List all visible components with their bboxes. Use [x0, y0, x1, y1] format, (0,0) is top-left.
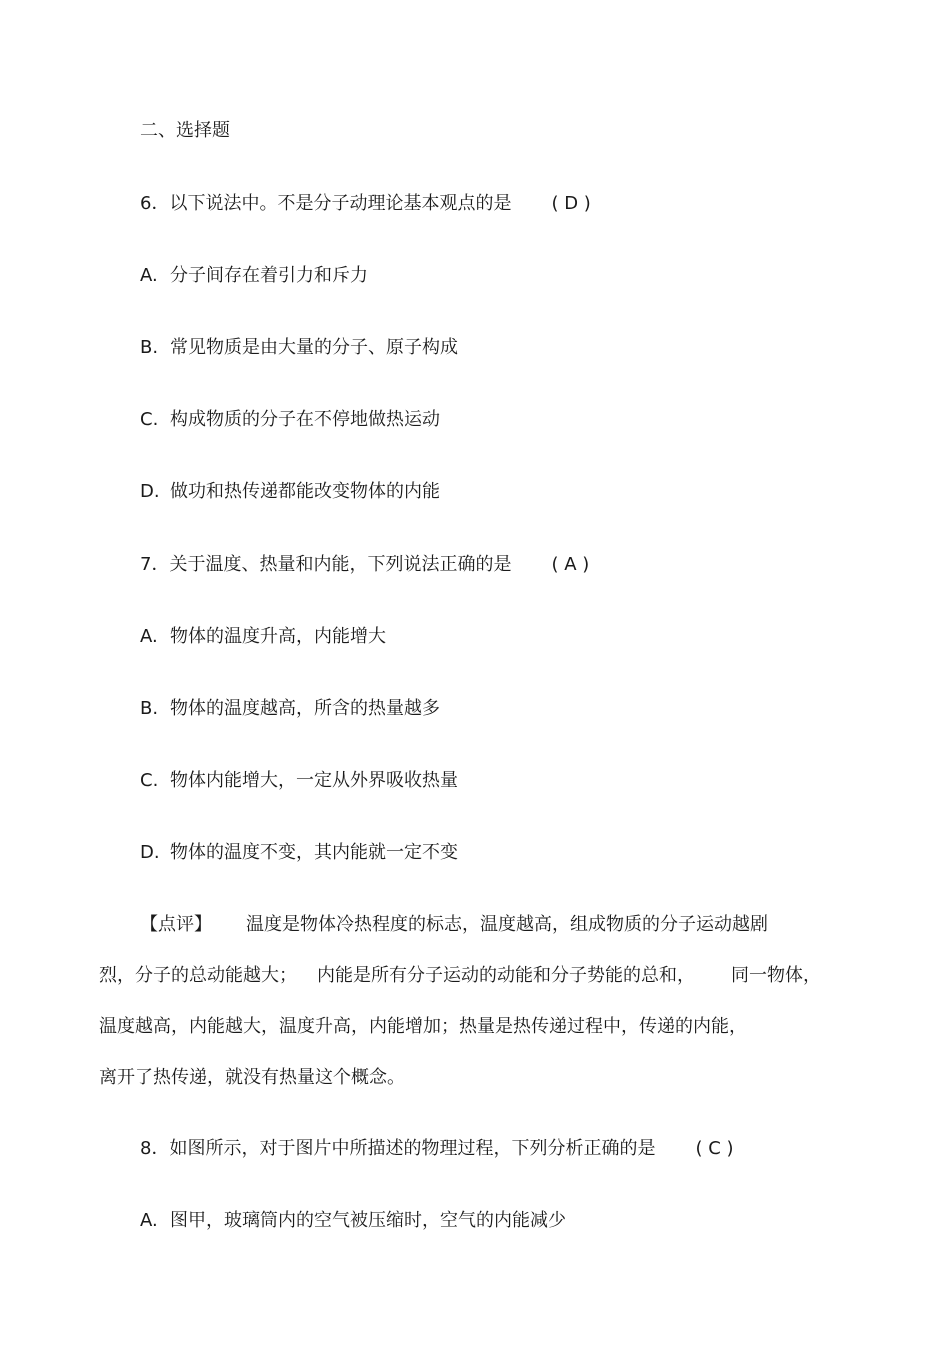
option-letter: B.	[140, 698, 159, 719]
option-a	[140, 625, 386, 649]
option-text: 物体的温度升高，内能增大	[170, 626, 386, 647]
question-8	[140, 1137, 734, 1161]
option-b	[140, 336, 458, 360]
question-number: 6．	[140, 193, 170, 214]
option-text: 做功和热传递都能改变物体的内能	[170, 481, 440, 502]
option-text: 常见物质是由大量的分子、原子构成	[170, 337, 458, 358]
option-letter: D.	[140, 842, 160, 863]
comment-line-1	[140, 913, 768, 937]
question-number: 7．	[140, 554, 170, 575]
option-letter: B.	[140, 337, 159, 358]
option-b	[140, 697, 440, 721]
comment-text: 烈，分子的总动能越大；	[99, 965, 297, 986]
comment-text: 温度是物体冷热程度的标志，温度越高，组成物质的分子运动越剧	[246, 914, 768, 935]
option-d	[140, 480, 440, 504]
comment-tag: 【点评】	[140, 914, 212, 935]
option-text: 图甲，玻璃筒内的空气被压缩时，空气的内能减少	[170, 1210, 566, 1231]
question-7	[140, 553, 589, 577]
option-text: 物体的温度不变，其内能就一定不变	[170, 842, 458, 863]
option-letter: C.	[140, 770, 159, 791]
option-a	[140, 264, 368, 288]
question-stem: 如图所示，对于图片中所描述的物理过程，下列分析正确的是	[169, 1138, 656, 1159]
section-title: 二、选择题	[140, 120, 230, 141]
question-answer: ( A )	[551, 554, 590, 575]
question-6	[140, 192, 591, 216]
option-letter: A.	[140, 626, 158, 647]
option-text: 分子间存在着引力和斥力	[170, 265, 368, 286]
comment-line-2	[99, 964, 821, 988]
comment-line-4: 离开了热传递，就没有热量这个概念。	[99, 1067, 405, 1088]
question-answer: ( C )	[695, 1138, 734, 1159]
option-letter: A.	[140, 1210, 158, 1231]
option-text: 物体内能增大，一定从外界吸收热量	[170, 770, 458, 791]
comment-text: 同一物体，	[731, 965, 821, 986]
option-letter: D.	[140, 481, 160, 502]
comment-line-3: 温度越高，内能越大，温度升高，内能增加；热量是热传递过程中，传递的内能，	[99, 1016, 747, 1037]
option-c	[140, 769, 458, 793]
option-letter: C.	[140, 409, 159, 430]
comment-text: 内能是所有分子运动的动能和分子势能的总和，	[317, 965, 695, 986]
option-text: 构成物质的分子在不停地做热运动	[170, 409, 440, 430]
question-number: 8．	[140, 1138, 170, 1159]
option-letter: A.	[140, 265, 158, 286]
option-c	[140, 408, 440, 432]
question-stem: 以下说法中。不是分子动理论基本观点的是	[169, 193, 512, 214]
question-stem: 关于温度、热量和内能，下列说法正确的是	[169, 554, 512, 575]
option-d	[140, 841, 458, 865]
option-a	[140, 1209, 566, 1233]
option-text: 物体的温度越高，所含的热量越多	[170, 698, 440, 719]
question-answer: ( D )	[551, 193, 591, 214]
